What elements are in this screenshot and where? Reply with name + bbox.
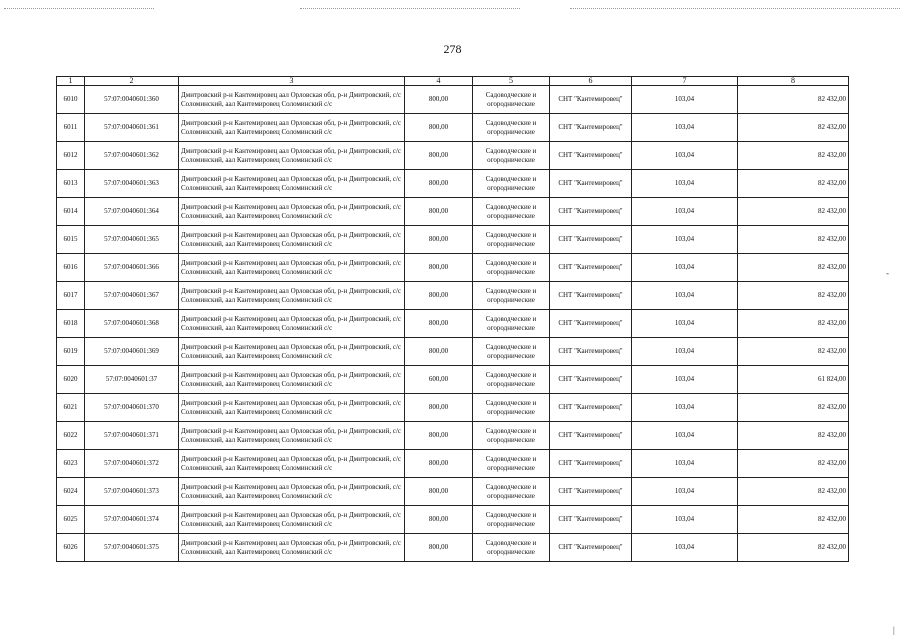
address-cell: Дмитровский р-н Кантемировец аал Орловская обл, р-н Дмитровский, с/с Соломинский, аал Кантемировец Соломинский с/с bbox=[179, 478, 405, 506]
area-cell: 800,00 bbox=[405, 142, 473, 170]
area-cell: 600,00 bbox=[405, 366, 473, 394]
cadastral-number-cell: 57:07:0040601:372 bbox=[85, 450, 179, 478]
owner-cell: СНТ "Кантемировец" bbox=[550, 198, 632, 226]
cadastral-number-cell: 57:07:0040601:362 bbox=[85, 142, 179, 170]
address-cell: Дмитровский р-н Кантемировец аал Орловская обл, р-н Дмитровский, с/с Соломинский, аал Кантемировец Соломинский с/с bbox=[179, 394, 405, 422]
cadastral-value-cell: 82 432,00 bbox=[738, 142, 849, 170]
cadastral-rate-cell: 103,04 bbox=[632, 86, 738, 114]
permitted-use-cell: Садоводческие и огороднические bbox=[473, 506, 550, 534]
permitted-use-cell: Садоводческие и огороднические bbox=[473, 226, 550, 254]
address-cell: Дмитровский р-н Кантемировец аал Орловская обл, р-н Дмитровский, с/с Соломинский, аал Кантемировец Соломинский с/с bbox=[179, 254, 405, 282]
owner-cell: СНТ "Кантемировец" bbox=[550, 114, 632, 142]
cadastral-number-cell: 57:07:0040601:371 bbox=[85, 422, 179, 450]
cadastral-number-cell: 57:07:0040601:367 bbox=[85, 282, 179, 310]
cadastral-rate-cell: 103,04 bbox=[632, 422, 738, 450]
header-col-5: 5 bbox=[473, 77, 550, 86]
table-row bbox=[57, 338, 849, 366]
address-cell: Дмитровский р-н Кантемировец аал Орловская обл, р-н Дмитровский, с/с Соломинский, аал Кантемировец Соломинский с/с bbox=[179, 534, 405, 562]
address-cell: Дмитровский р-н Кантемировец аал Орловская обл, р-н Дмитровский, с/с Соломинский, аал Кантемировец Соломинский с/с bbox=[179, 450, 405, 478]
permitted-use-cell: Садоводческие и огороднические bbox=[473, 198, 550, 226]
permitted-use-cell: Садоводческие и огороднические bbox=[473, 282, 550, 310]
cadastral-rate-cell: 103,04 bbox=[632, 282, 738, 310]
cadastral-value-cell: 82 432,00 bbox=[738, 422, 849, 450]
address-cell: Дмитровский р-н Кантемировец аал Орловская обл, р-н Дмитровский, с/с Соломинский, аал Кантемировец Соломинский с/с bbox=[179, 282, 405, 310]
address-cell: Дмитровский р-н Кантемировец аал Орловская обл, р-н Дмитровский, с/с Соломинский, аал Кантемировец Соломинский с/с bbox=[179, 142, 405, 170]
cadastral-number-cell: 57:07:0040601:360 bbox=[85, 86, 179, 114]
permitted-use-cell: Садоводческие и огороднические bbox=[473, 422, 550, 450]
permitted-use-cell: Садоводческие и огороднические bbox=[473, 450, 550, 478]
header-col-1: 1 bbox=[57, 77, 85, 86]
scan-artifact-top-middle bbox=[300, 8, 520, 13]
cadastral-rate-cell: 103,04 bbox=[632, 338, 738, 366]
cadastral-number-cell: 57:07:0040601:37 bbox=[85, 366, 179, 394]
area-cell: 800,00 bbox=[405, 450, 473, 478]
table-row bbox=[57, 534, 849, 562]
cadastral-rate-cell: 103,04 bbox=[632, 506, 738, 534]
cadastral-rate-cell: 103,04 bbox=[632, 450, 738, 478]
address-cell: Дмитровский р-н Кантемировец аал Орловская обл, р-н Дмитровский, с/с Соломинский, аал Кантемировец Соломинский с/с bbox=[179, 310, 405, 338]
area-cell: 800,00 bbox=[405, 226, 473, 254]
table-body bbox=[57, 86, 849, 562]
cadastral-rate-cell: 103,04 bbox=[632, 226, 738, 254]
owner-cell: СНТ "Кантемировец" bbox=[550, 142, 632, 170]
row-number-cell: 6025 bbox=[57, 506, 85, 534]
owner-cell: СНТ "Кантемировец" bbox=[550, 534, 632, 562]
row-number-cell: 6012 bbox=[57, 142, 85, 170]
address-cell: Дмитровский р-н Кантемировец аал Орловская обл, р-н Дмитровский, с/с Соломинский, аал Кантемировец Соломинский с/с bbox=[179, 86, 405, 114]
cadastral-value-cell: 82 432,00 bbox=[738, 226, 849, 254]
address-cell: Дмитровский р-н Кантемировец аал Орловская обл, р-н Дмитровский, с/с Соломинский, аал Кантемировец Соломинский с/с bbox=[179, 198, 405, 226]
header-col-4: 4 bbox=[405, 77, 473, 86]
row-number-cell: 6018 bbox=[57, 310, 85, 338]
row-number-cell: 6016 bbox=[57, 254, 85, 282]
cadastral-rate-cell: 103,04 bbox=[632, 114, 738, 142]
table-row bbox=[57, 226, 849, 254]
table-row bbox=[57, 310, 849, 338]
cadastral-value-cell: 82 432,00 bbox=[738, 534, 849, 562]
table-row bbox=[57, 114, 849, 142]
cadastral-number-cell: 57:07:0040601:370 bbox=[85, 394, 179, 422]
cadastral-rate-cell: 103,04 bbox=[632, 366, 738, 394]
address-cell: Дмитровский р-н Кантемировец аал Орловская обл, р-н Дмитровский, с/с Соломинский, аал Кантемировец Соломинский с/с bbox=[179, 114, 405, 142]
cadastral-rate-cell: 103,04 bbox=[632, 254, 738, 282]
area-cell: 800,00 bbox=[405, 282, 473, 310]
cadastral-value-cell: 61 824,00 bbox=[738, 366, 849, 394]
scan-artifact-top-left bbox=[4, 8, 154, 13]
cadastral-rate-cell: 103,04 bbox=[632, 142, 738, 170]
cadastral-number-cell: 57:07:0040601:361 bbox=[85, 114, 179, 142]
row-number-cell: 6014 bbox=[57, 198, 85, 226]
margin-tick-right: - bbox=[886, 268, 889, 278]
cadastral-value-cell: 82 432,00 bbox=[738, 310, 849, 338]
cadastral-value-cell: 82 432,00 bbox=[738, 506, 849, 534]
owner-cell: СНТ "Кантемировец" bbox=[550, 170, 632, 198]
table-row bbox=[57, 478, 849, 506]
area-cell: 800,00 bbox=[405, 170, 473, 198]
owner-cell: СНТ "Кантемировец" bbox=[550, 338, 632, 366]
cadastral-rate-cell: 103,04 bbox=[632, 198, 738, 226]
cadastral-number-cell: 57:07:0040601:375 bbox=[85, 534, 179, 562]
table-row bbox=[57, 366, 849, 394]
row-number-cell: 6011 bbox=[57, 114, 85, 142]
area-cell: 800,00 bbox=[405, 478, 473, 506]
permitted-use-cell: Садоводческие и огороднические bbox=[473, 366, 550, 394]
cadastral-rate-cell: 103,04 bbox=[632, 310, 738, 338]
owner-cell: СНТ "Кантемировец" bbox=[550, 478, 632, 506]
table-row bbox=[57, 282, 849, 310]
row-number-cell: 6024 bbox=[57, 478, 85, 506]
header-col-3: 3 bbox=[179, 77, 405, 86]
cadastral-value-cell: 82 432,00 bbox=[738, 450, 849, 478]
header-col-6: 6 bbox=[550, 77, 632, 86]
permitted-use-cell: Садоводческие и огороднические bbox=[473, 142, 550, 170]
cadastral-value-cell: 82 432,00 bbox=[738, 282, 849, 310]
cadastral-number-cell: 57:07:0040601:366 bbox=[85, 254, 179, 282]
address-cell: Дмитровский р-н Кантемировец аал Орловская обл, р-н Дмитровский, с/с Соломинский, аал Кантемировец Соломинский с/с bbox=[179, 366, 405, 394]
address-cell: Дмитровский р-н Кантемировец аал Орловская обл, р-н Дмитровский, с/с Соломинский, аал Кантемировец Соломинский с/с bbox=[179, 338, 405, 366]
area-cell: 800,00 bbox=[405, 394, 473, 422]
address-cell: Дмитровский р-н Кантемировец аал Орловская обл, р-н Дмитровский, с/с Соломинский, аал Кантемировец Соломинский с/с bbox=[179, 226, 405, 254]
cadastral-value-cell: 82 432,00 bbox=[738, 478, 849, 506]
table-row bbox=[57, 422, 849, 450]
row-number-cell: 6021 bbox=[57, 394, 85, 422]
row-number-cell: 6015 bbox=[57, 226, 85, 254]
table-row bbox=[57, 254, 849, 282]
cadastral-value-cell: 82 432,00 bbox=[738, 394, 849, 422]
area-cell: 800,00 bbox=[405, 338, 473, 366]
owner-cell: СНТ "Кантемировец" bbox=[550, 366, 632, 394]
address-cell: Дмитровский р-н Кантемировец аал Орловская обл, р-н Дмитровский, с/с Соломинский, аал Кантемировец Соломинский с/с bbox=[179, 506, 405, 534]
header-col-7: 7 bbox=[632, 77, 738, 86]
page-number: 278 bbox=[443, 42, 462, 56]
row-number-cell: 6026 bbox=[57, 534, 85, 562]
permitted-use-cell: Садоводческие и огороднические bbox=[473, 478, 550, 506]
cadastral-value-cell: 82 432,00 bbox=[738, 338, 849, 366]
row-number-cell: 6023 bbox=[57, 450, 85, 478]
cadastral-number-cell: 57:07:0040601:369 bbox=[85, 338, 179, 366]
row-number-cell: 6019 bbox=[57, 338, 85, 366]
permitted-use-cell: Садоводческие и огороднические bbox=[473, 86, 550, 114]
scan-artifact-top-right bbox=[570, 8, 900, 13]
header-row bbox=[57, 77, 849, 86]
owner-cell: СНТ "Кантемировец" bbox=[550, 254, 632, 282]
permitted-use-cell: Садоводческие и огороднические bbox=[473, 254, 550, 282]
cadastral-rate-cell: 103,04 bbox=[632, 478, 738, 506]
row-number-cell: 6022 bbox=[57, 422, 85, 450]
cadastral-rate-cell: 103,04 bbox=[632, 394, 738, 422]
permitted-use-cell: Садоводческие и огороднические bbox=[473, 310, 550, 338]
area-cell: 800,00 bbox=[405, 86, 473, 114]
cadastral-value-cell: 82 432,00 bbox=[738, 198, 849, 226]
table-row bbox=[57, 142, 849, 170]
permitted-use-cell: Садоводческие и огороднические bbox=[473, 534, 550, 562]
owner-cell: СНТ "Кантемировец" bbox=[550, 450, 632, 478]
cadastral-value-cell: 82 432,00 bbox=[738, 170, 849, 198]
area-cell: 800,00 bbox=[405, 254, 473, 282]
owner-cell: СНТ "Кантемировец" bbox=[550, 226, 632, 254]
area-cell: 800,00 bbox=[405, 198, 473, 226]
area-cell: 800,00 bbox=[405, 506, 473, 534]
header-col-8: 8 bbox=[738, 77, 849, 86]
address-cell: Дмитровский р-н Кантемировец аал Орловская обл, р-н Дмитровский, с/с Соломинский, аал Кантемировец Соломинский с/с bbox=[179, 170, 405, 198]
owner-cell: СНТ "Кантемировец" bbox=[550, 506, 632, 534]
permitted-use-cell: Садоводческие и огороднические bbox=[473, 394, 550, 422]
row-number-cell: 6013 bbox=[57, 170, 85, 198]
owner-cell: СНТ "Кантемировец" bbox=[550, 422, 632, 450]
cadastral-rate-cell: 103,04 bbox=[632, 534, 738, 562]
owner-cell: СНТ "Кантемировец" bbox=[550, 310, 632, 338]
cadastral-value-cell: 82 432,00 bbox=[738, 254, 849, 282]
cadastral-rate-cell: 103,04 bbox=[632, 170, 738, 198]
cadastral-value-cell: 82 432,00 bbox=[738, 114, 849, 142]
permitted-use-cell: Садоводческие и огороднические bbox=[473, 114, 550, 142]
area-cell: 800,00 bbox=[405, 310, 473, 338]
permitted-use-cell: Садоводческие и огороднические bbox=[473, 170, 550, 198]
row-number-cell: 6020 bbox=[57, 366, 85, 394]
row-number-cell: 6017 bbox=[57, 282, 85, 310]
table-row bbox=[57, 450, 849, 478]
area-cell: 800,00 bbox=[405, 114, 473, 142]
header-col-2: 2 bbox=[85, 77, 179, 86]
cadastral-number-cell: 57:07:0040601:368 bbox=[85, 310, 179, 338]
owner-cell: СНТ "Кантемировец" bbox=[550, 394, 632, 422]
cadastral-number-cell: 57:07:0040601:374 bbox=[85, 506, 179, 534]
address-cell: Дмитровский р-н Кантемировец аал Орловская обл, р-н Дмитровский, с/с Соломинский, аал Кантемировец Соломинский с/с bbox=[179, 422, 405, 450]
cadastral-number-cell: 57:07:0040601:365 bbox=[85, 226, 179, 254]
owner-cell: СНТ "Кантемировец" bbox=[550, 282, 632, 310]
cadastral-number-cell: 57:07:0040601:364 bbox=[85, 198, 179, 226]
table-row bbox=[57, 394, 849, 422]
permitted-use-cell: Садоводческие и огороднические bbox=[473, 338, 550, 366]
area-cell: 800,00 bbox=[405, 534, 473, 562]
cadastral-number-cell: 57:07:0040601:373 bbox=[85, 478, 179, 506]
table-row bbox=[57, 198, 849, 226]
table-row bbox=[57, 170, 849, 198]
table-row bbox=[57, 86, 849, 114]
cadastral-number-cell: 57:07:0040601:363 bbox=[85, 170, 179, 198]
table-row bbox=[57, 506, 849, 534]
owner-cell: СНТ "Кантемировец" bbox=[550, 86, 632, 114]
area-cell: 800,00 bbox=[405, 422, 473, 450]
land-register-table bbox=[56, 76, 849, 562]
row-number-cell: 6010 bbox=[57, 86, 85, 114]
margin-tick-bottom: | bbox=[893, 625, 895, 635]
cadastral-value-cell: 82 432,00 bbox=[738, 86, 849, 114]
